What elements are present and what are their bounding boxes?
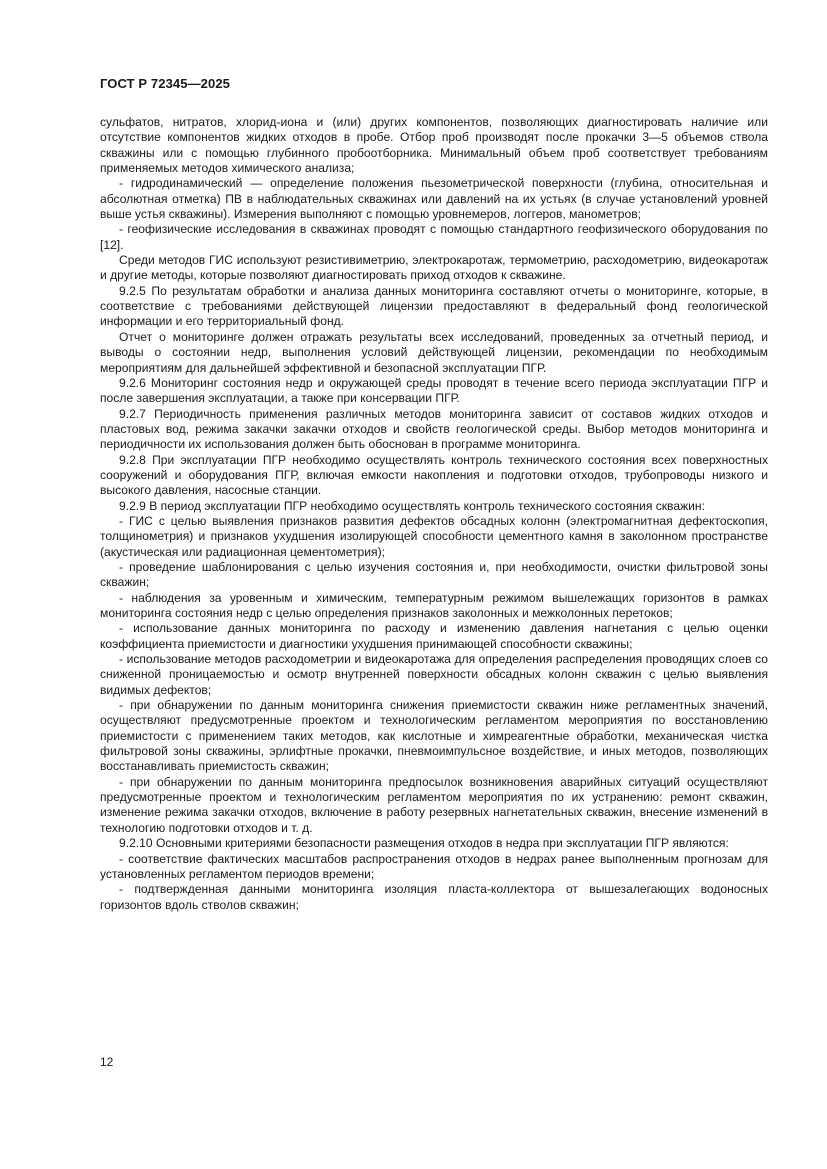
body-paragraph: 9.2.5 По результатам обработки и анализа данных мониторинга составляют отчеты о мониторинге, которые, в соответствие с требованиями действующей лицензии предоставляют в федеральный фонд геологической информации и его территориальный фонд.: [100, 283, 768, 329]
body-paragraph: 9.2.8 При эксплуатации ПГР необходимо осуществлять контроль технического состояния всех поверхностных сооружений и оборудования ПГР, включая емкости накопления и подготовки отходов, трубопроводы низкого и высокого давления, насосные станции.: [100, 452, 768, 498]
body-paragraph: - геофизические исследования в скважинах проводят с помощью стандартного геофизического оборудования по [12].: [100, 222, 768, 252]
body-paragraph: Отчет о мониторинге должен отражать результаты всех исследований, проведенных за отчетный период, и выводы о состоянии недр, выполнения условий действующей лицензии, рекомендации по необходимым мероприятиям для дальнейшей эффективной и безопасной эксплуатации ПГР.: [100, 329, 768, 375]
body-paragraph: - использование данных мониторинга по расходу и изменению давления нагнетания с целью оценки коэффициента приемистости и диагностики ухудшения принимающей способности скважины;: [100, 621, 768, 651]
body-paragraph: Среди методов ГИС используют резистивиметрию, электрокаротаж, термометрию, расходометрию, видеокаротаж и другие методы, которые позволяют диагностировать приход отходов к скважине.: [100, 253, 768, 283]
body-paragraph: - подтвержденная данными мониторинга изоляция пласта-коллектора от вышезалегающих водоносных горизонтов вдоль стволов скважин;: [100, 882, 768, 912]
body-paragraph: 9.2.9 В период эксплуатации ПГР необходимо осуществлять контроль технического состояния скважин:: [119, 498, 705, 513]
body-paragraph: - гидродинамический — определение положения пьезометрической поверхности (глубина, относительная и абсолютная отметка) ПВ в наблюдательных скважинах или давлений на их устьях (в случае установлений уровней выше устья скважины). Измерения выполняют с помощью уровнемеров, логгеров, манометров;: [100, 176, 768, 222]
body-paragraph: 9.2.6 Мониторинг состояния недр и окружающей среды проводят в течение всего периода эксплуатации ПГР и после завершения эксплуатации, а также при консервации ПГР.: [100, 375, 768, 406]
body-paragraph: - при обнаружении по данным мониторинга снижения приемистости скважин ниже регламентных значений, осуществляют предусмотренные проектом и технологическим регламентом мероприятия по восстановлению приемистости с применением таких методов, как кислотные и химреагентные обработки, механическая чистка фильтровой зоны скважины, эрлифтные прокачки, пневмоимпульсное воздействие, и иных методов, позволяющих восстанавливать приемистость скважин;: [100, 698, 768, 774]
body-paragraph: - соответствие фактических масштабов распространения отходов в недрах ранее выполненным прогнозам для установленных регламентом периодов времени;: [100, 851, 768, 881]
body-paragraph: сульфатов, нитратов, хлорид-иона и (или) других компонентов, позволяющих диагностировать наличие или отсутствие компонентов жидких отходов в пробе. Отбор проб производят после прокачки 3—5 объемов ствола скважины или с помощью глубинного пробоотборника. Минимальный объем проб соответствует требованиям применяемых методов химического анализа;: [100, 115, 768, 176]
document-body: [100, 115, 768, 913]
body-paragraph: - при обнаружении по данным мониторинга предпосылок возникновения аварийных ситуаций осуществляют предусмотренные проектом и технологическим регламентом мероприятия по их устранению: ремонт скважин, изменение режима закачки отходов, включение в работу резервных нагнетательных скважин, внесение изменений в технологию подготовки отходов и т. д.: [100, 774, 768, 835]
body-paragraph: - проведение шаблонирования с целью изучения состояния и, при необходимости, очистки фильтровой зоны скважин;: [100, 559, 768, 590]
body-paragraph: - использование методов расходометрии и видеокаротажа для определения распределения проводящих слоев со сниженной проницаемостью и осмотр внутренней поверхности обсадных колонн скважин с целью выявления видимых дефектов;: [100, 652, 768, 697]
body-paragraph: 9.2.7 Периодичность применения различных методов мониторинга зависит от составов жидких отходов и пластовых вод, режима закачки закачки отходов и свойств геологической среды. Выбор методов мониторинга и периодичности их использования должен быть обоснован в программе мониторинга.: [100, 406, 768, 452]
body-paragraph: 9.2.10 Основными критериями безопасности размещения отходов в недра при эксплуатации ПГР являются:: [119, 836, 729, 851]
document-header: ГОСТ Р 72345—2025: [100, 76, 230, 91]
body-paragraph: - ГИС с целью выявления признаков развития дефектов обсадных колонн (электромагнитная дефектоскопия, толщинометрия) и признаков ухудшения изолирующей способности цементного камня в заколонном пространстве (акустическая или радиационная цементометрия);: [100, 513, 768, 559]
page-number: 12: [100, 1055, 114, 1069]
body-paragraph: - наблюдения за уровенным и химическим, температурным режимом вышележащих горизонтов в рамках мониторинга состояния недр с целью определения признаков заколонных и межколонных перетоков;: [100, 590, 768, 620]
